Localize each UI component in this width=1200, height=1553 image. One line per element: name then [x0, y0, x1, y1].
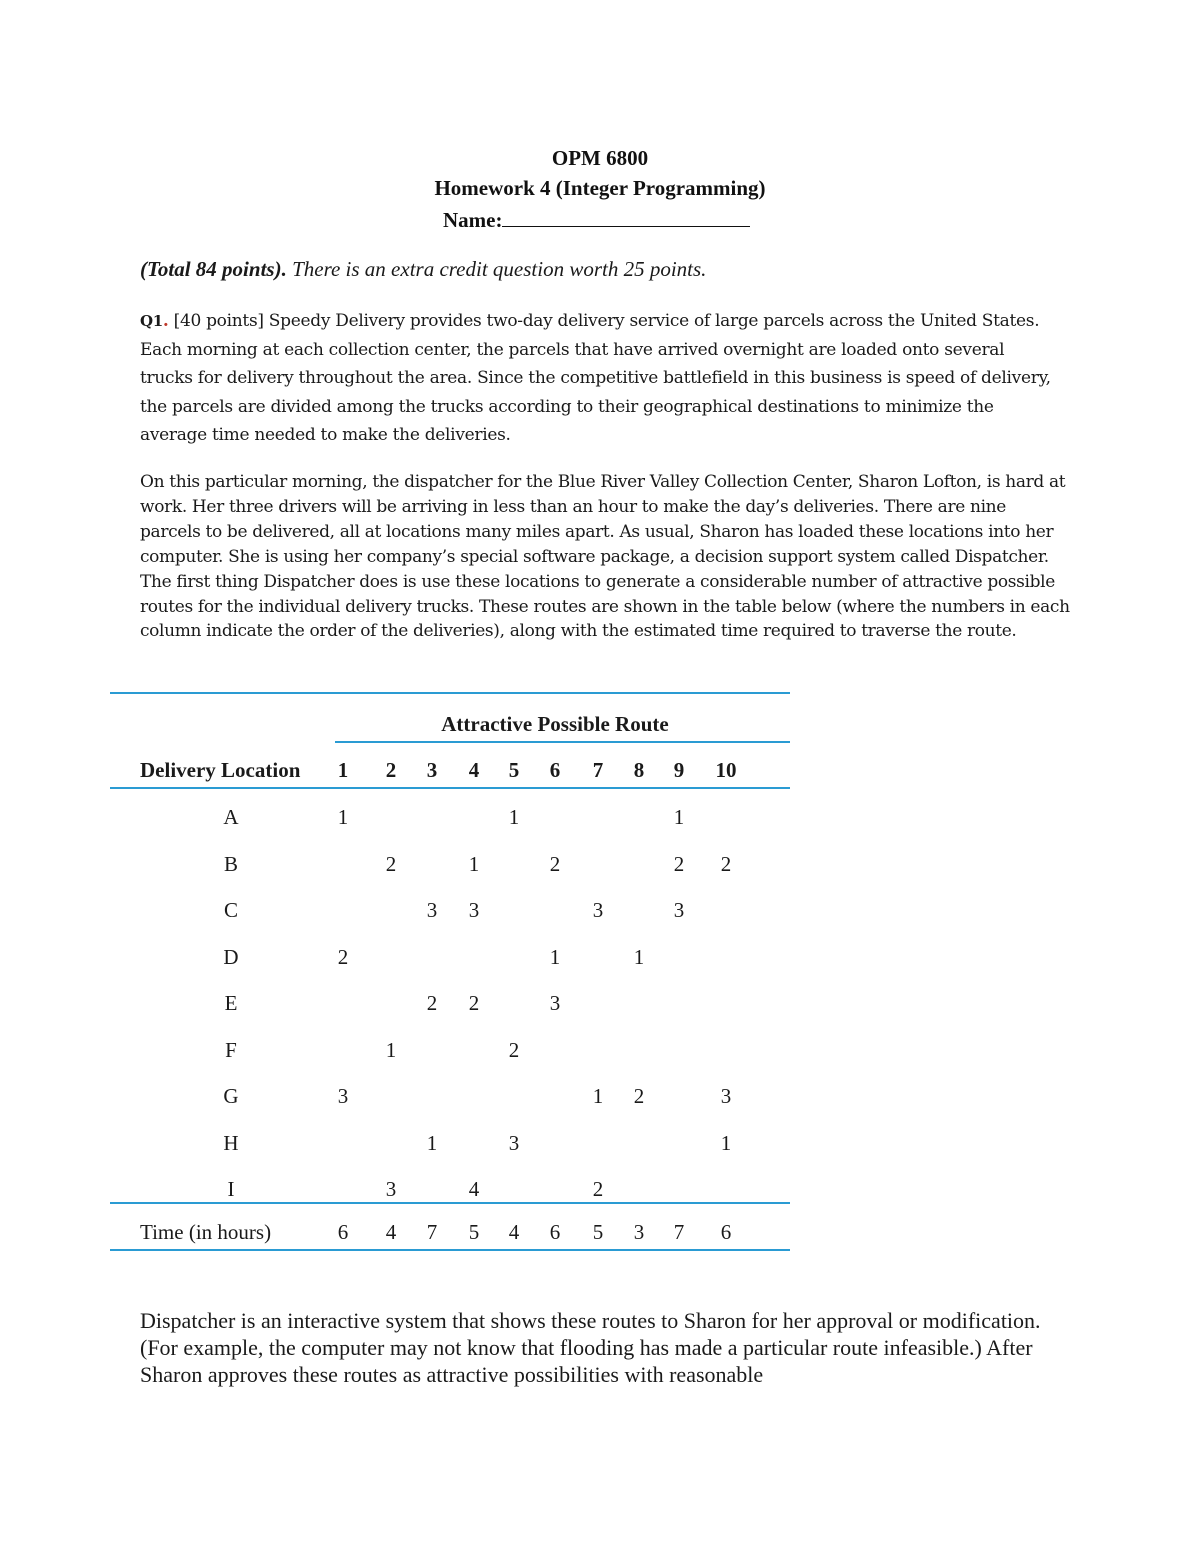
course-title: OPM 6800	[551, 146, 649, 170]
route-time-cell: 6	[720, 1220, 732, 1244]
route-order-cell: 2	[549, 851, 561, 876]
route-order-cell: 3	[508, 1130, 520, 1155]
location-label: A	[223, 805, 239, 829]
route-header-9: 9	[673, 758, 685, 782]
route-header-1: 1	[337, 758, 349, 782]
route-order-cell: 3	[720, 1084, 732, 1108]
route-order-cell: 3	[468, 898, 480, 922]
name-label: Name:	[443, 208, 503, 232]
route-header-8: 8	[633, 758, 645, 782]
header-bottom-rule	[110, 787, 790, 789]
route-order-cell: 1	[549, 944, 561, 969]
location-label: F	[225, 1037, 237, 1062]
route-time-cell: 5	[468, 1220, 480, 1244]
extra-credit-note: There is an extra credit question worth 25 points.	[286, 257, 707, 281]
location-label: C	[223, 898, 238, 922]
route-time-cell: 6	[549, 1220, 561, 1244]
time-row-label: Time (in hours)	[140, 1220, 272, 1244]
route-header-2: 2	[385, 758, 397, 782]
table-top-rule	[110, 692, 790, 694]
route-order-cell: 4	[468, 1177, 480, 1201]
route-order-cell: 2	[720, 851, 732, 876]
route-order-cell: 3	[426, 898, 438, 922]
route-order-cell: 1	[426, 1130, 438, 1155]
total-points-note	[140, 257, 706, 282]
location-label: I	[227, 1177, 235, 1201]
location-label: G	[223, 1084, 239, 1108]
route-time-cell: 4	[508, 1220, 520, 1244]
route-order-cell: 1	[385, 1037, 397, 1062]
route-time-cell: 6	[337, 1220, 349, 1244]
route-time-cell: 5	[592, 1220, 604, 1244]
route-time-cell: 7	[673, 1220, 685, 1244]
name-field	[443, 207, 750, 233]
question-number: Q1	[140, 312, 163, 330]
route-order-cell: 2	[468, 991, 480, 1015]
route-order-cell: 2	[633, 1084, 645, 1108]
route-order-cell: 3	[385, 1177, 397, 1201]
route-header-6: 6	[549, 758, 561, 782]
route-header-3: 3	[426, 758, 438, 782]
route-order-cell: 1	[508, 805, 520, 829]
route-header-4: 4	[468, 758, 480, 782]
location-label: D	[223, 944, 239, 969]
route-group-header: Attractive Possible Route	[441, 712, 669, 736]
route-header-7: 7	[592, 758, 604, 782]
name-blank-line	[502, 207, 750, 227]
location-column-header: Delivery Location	[140, 758, 301, 782]
route-order-cell: 3	[592, 898, 604, 922]
paragraph-dispatcher-interactive: Dispatcher is an interactive system that shows these routes to Sharon for her approval or modification. (For example, the computer may not know that flooding has made a particular route infeasible.) After Sharon approves these routes as attractive possibilities with reasonable	[140, 1308, 1041, 1387]
route-order-cell: 1	[673, 805, 685, 829]
route-header-10: 10	[715, 758, 737, 782]
total-points: (Total 84 points).	[140, 257, 287, 281]
homework-title: Homework 4 (Integer Programming)	[434, 176, 766, 200]
route-order-cell: 2	[385, 851, 397, 876]
body-bottom-rule	[110, 1202, 790, 1204]
location-label: E	[224, 991, 238, 1015]
paragraph-dispatcher-intro: On this particular morning, the dispatcher for the Blue River Valley Collection Center, Sharon Lofton, is hard at work. Her three drivers will be arriving in less than an hour to make the day’s deliveries. There are nine parcels to be delivered, all at locations many miles apart. As usual, Sharon has loaded these locations into her computer. She is using her company’s special software package, a decision support system called Dispatcher. The first thing Dispatcher does is use these locations to generate a considerable number of attractive possible routes for the individual delivery trucks. These routes are shown in the table below (where the numbers in each column indicate the order of the deliveries), along with the estimated time required to traverse the route.	[140, 472, 1070, 642]
route-time-cell: 4	[385, 1220, 397, 1244]
route-order-cell: 2	[337, 944, 349, 969]
route-order-cell: 2	[508, 1037, 520, 1062]
question-1	[140, 307, 1060, 450]
route-time-cell: 3	[633, 1220, 645, 1244]
question-text: [40 points] Speedy Delivery provides two-day delivery service of large parcels across the United States. Each morning at each collection center, the parcels that have arrived overnight are loaded onto several trucks for delivery throughout the area. Since the competitive battlefield in this business is speed of delivery, the parcels are divided among the trucks according to their geographical destinations to minimize the average time needed to make the deliveries.	[140, 311, 1051, 445]
route-order-cell: 1	[337, 805, 349, 829]
route-header-5: 5	[508, 758, 520, 782]
route-order-cell: 2	[592, 1177, 604, 1201]
route-order-cell: 3	[337, 1084, 349, 1108]
location-label: H	[223, 1130, 239, 1155]
route-order-cell: 1	[592, 1084, 604, 1108]
route-order-cell: 1	[633, 944, 645, 969]
question-dot: .	[162, 311, 169, 331]
table-bottom-rule	[110, 1249, 790, 1251]
route-order-cell: 2	[673, 851, 685, 876]
route-time-cell: 7	[426, 1220, 438, 1244]
route-order-cell: 2	[426, 991, 438, 1015]
location-label: B	[223, 851, 238, 876]
route-order-cell: 3	[549, 991, 561, 1015]
route-order-cell: 1	[468, 851, 480, 876]
route-order-cell: 1	[720, 1130, 732, 1155]
route-order-cell: 3	[673, 898, 685, 922]
routes-table	[110, 692, 790, 1252]
route-header-rule	[335, 741, 790, 743]
